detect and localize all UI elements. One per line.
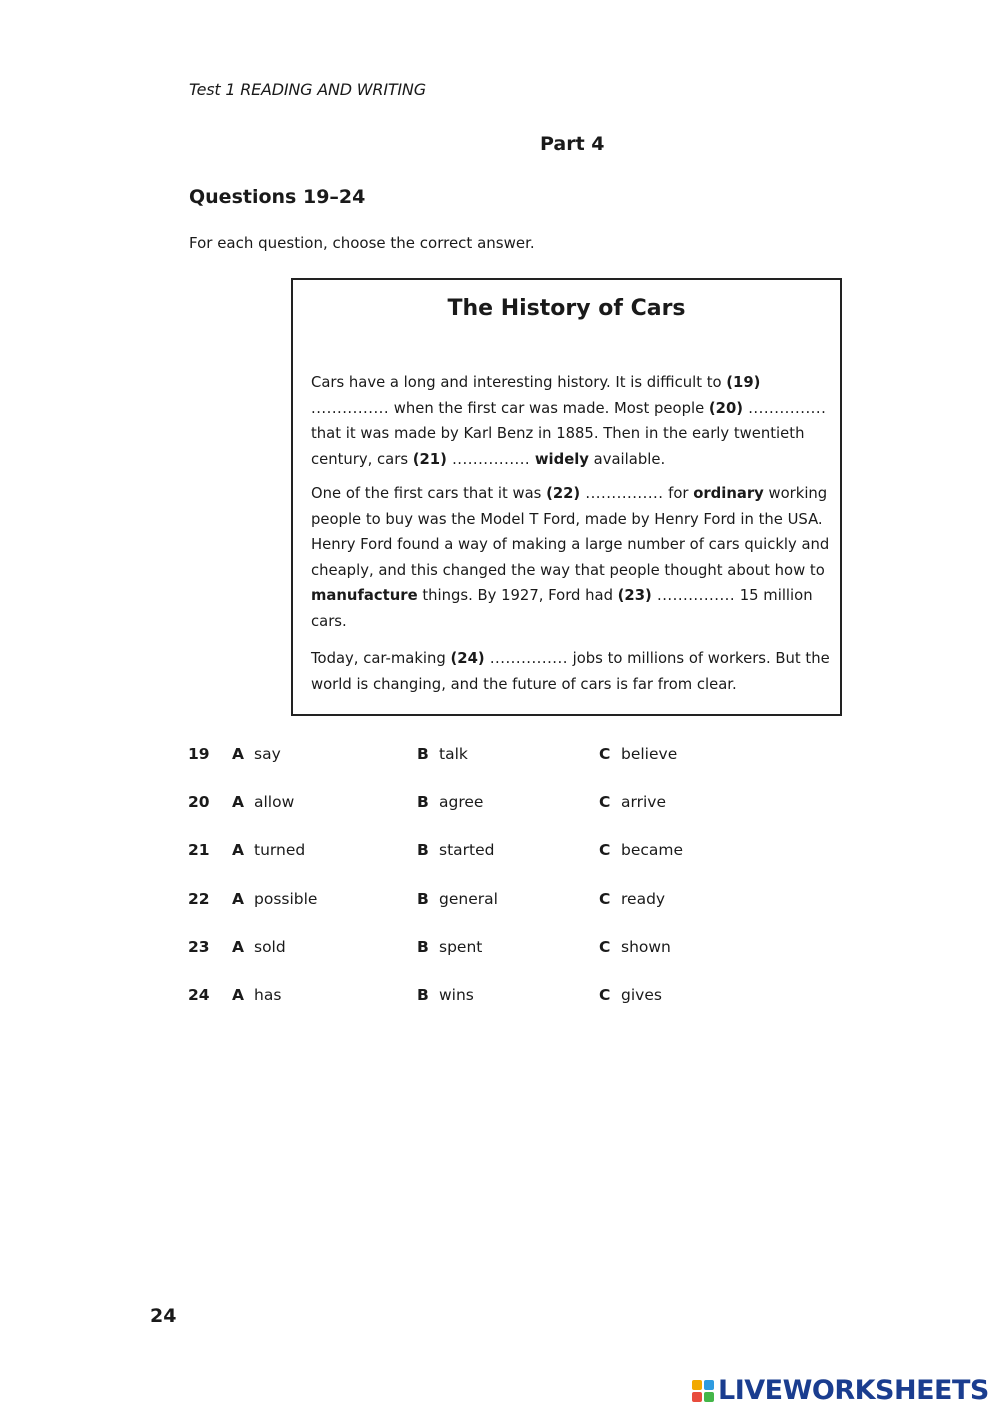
option-letter: C [599,793,611,811]
paragraph-3: Today, car-making (24) ............... jobs to millions of workers. But the world is changing, and the future of cars is far from clear. [311,650,830,693]
part-title: Part 4 [540,133,605,155]
highlight-word: ordinary [693,485,764,502]
option-letter: B [417,890,429,908]
gap-20-label: (20) [708,399,744,417]
highlight-word: widely [534,450,589,468]
questions-heading: Questions 19–24 [189,186,366,208]
instruction-text: For each question, choose the correct answer. [189,234,535,252]
option-b[interactable]: started [439,841,495,859]
option-b[interactable]: talk [439,745,468,763]
option-letter: C [599,986,611,1004]
option-b[interactable]: spent [439,938,483,956]
option-c[interactable]: became [621,841,684,859]
option-letter: A [232,745,244,763]
gap-24-label: (24) [450,650,485,667]
option-letter: C [599,841,611,859]
page-number: 24 [150,1305,177,1327]
option-c[interactable]: believe [621,745,678,763]
option-letter: B [417,745,429,763]
option-a[interactable]: allow [254,793,295,811]
page-header: Test 1 READING AND WRITING [189,80,426,99]
gap-19[interactable]: ............... [311,399,390,417]
option-letter: C [599,745,611,763]
question-number: 20 [188,793,210,811]
highlight-word: manufacture [311,587,418,604]
liveworksheets-logo [692,1375,989,1406]
gap-19-label: (19) [726,374,761,391]
gap-21[interactable]: ............... [446,450,531,468]
question-number: 21 [188,841,210,859]
option-c[interactable]: arrive [621,793,666,811]
option-letter: B [417,841,429,859]
gap-22-label: (22) [546,485,581,502]
gap-24[interactable]: ............... [484,650,568,667]
gap-23[interactable]: ............... [651,587,736,604]
paragraph-2: One of the first cars that it was (22) ............... for ordinary working people to buy was the Model T Ford, made by Henry Ford in the USA. Henry Ford found a way of making a large number of cars quickly and cheaply, and this changed the way that people thought about how to manufacture things. By 1927, Ford had (23) ............... 15 million cars. [311,485,830,630]
option-letter: A [232,793,244,811]
brand-text: LIVEWORKSHEETS [718,1375,989,1406]
option-c[interactable]: shown [621,938,671,956]
text-title: The History of Cars [447,296,686,321]
option-letter: A [232,890,244,908]
gap-23-label: (23) [617,587,652,604]
option-a[interactable]: say [254,745,281,763]
option-letter: C [599,938,611,956]
gap-21-label: (21) [412,450,447,468]
option-letter: C [599,890,611,908]
question-number: 19 [188,745,210,763]
option-c[interactable]: gives [621,986,662,1004]
option-letter: B [417,938,429,956]
question-number: 23 [188,938,210,956]
option-letter: B [417,793,429,811]
option-b[interactable]: wins [439,986,474,1004]
gap-20[interactable]: ............... [743,399,827,417]
question-number: 24 [188,986,210,1004]
option-a[interactable]: sold [254,938,286,956]
reading-text-box [291,278,842,716]
logo-grid-icon [692,1380,714,1402]
option-letter: A [232,938,244,956]
option-c[interactable]: ready [621,890,666,908]
option-letter: B [417,986,429,1004]
question-number: 22 [188,890,210,908]
option-b[interactable]: general [439,890,498,908]
option-a[interactable]: has [254,986,282,1004]
option-b[interactable]: agree [439,793,484,811]
option-a[interactable]: turned [254,841,306,859]
paragraph-1: Cars have a long and interesting history. It is difficult to (19) ............... when the first car was made. Most people (20) ............... that it was made by Karl Benz in 1885. Then in the early twentieth century, cars (21) ............... widely available. [311,374,827,468]
option-letter: A [232,986,244,1004]
option-a[interactable]: possible [254,890,318,908]
option-letter: A [232,841,244,859]
gap-22[interactable]: ............... [580,485,664,502]
